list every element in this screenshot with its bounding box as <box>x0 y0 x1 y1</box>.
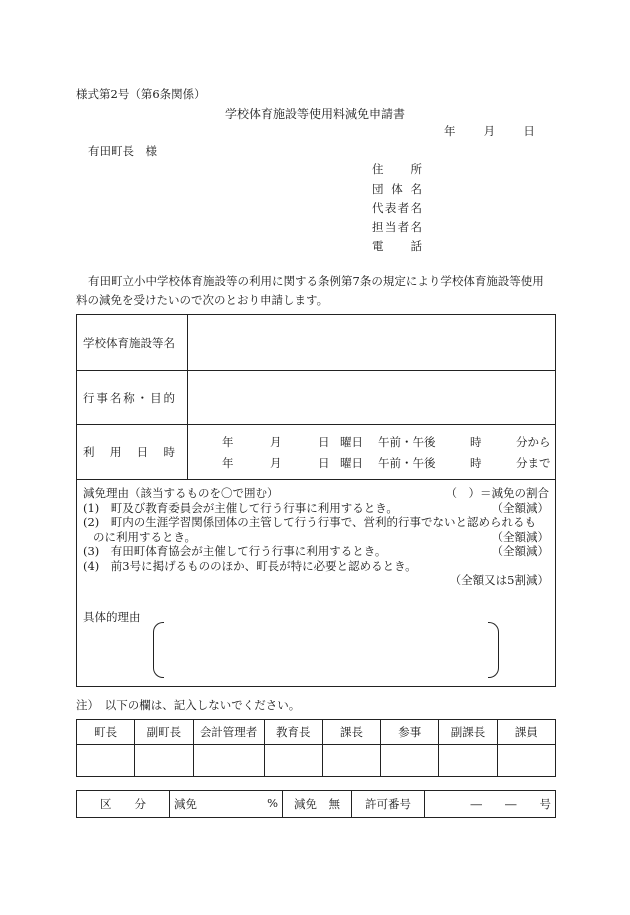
reason-row <box>77 480 556 687</box>
reason-item-3[interactable] <box>83 544 549 559</box>
no-reduction-cell[interactable]: 減免 無 <box>283 791 352 818</box>
addressee: 有田町長 様 <box>88 144 157 158</box>
category-label: 区 分 <box>77 791 170 818</box>
reason-cell <box>77 480 556 687</box>
reduction-percent-cell[interactable] <box>170 791 283 818</box>
usage-end-row <box>222 452 555 473</box>
classification-row <box>77 791 556 818</box>
permit-number[interactable]: ― ― 号 <box>425 791 556 818</box>
reason-item-2-cont <box>83 530 549 545</box>
specific-reason-area[interactable] <box>83 610 549 678</box>
usage-start-hour: 時 <box>470 434 482 449</box>
date-line <box>444 123 535 139</box>
event-input[interactable] <box>188 371 556 425</box>
approval-table <box>76 719 556 777</box>
date-year: 年 <box>444 124 456 138</box>
reason-item-1-ratio: （全額減） <box>491 500 549 515</box>
usage-start-ampm: 午前・午後 <box>378 434 436 449</box>
reason-item-1[interactable] <box>83 501 549 516</box>
approval-stamp-row <box>77 745 556 777</box>
usage-end-month: 月 <box>270 455 282 470</box>
reason-item-1-text: (1) 町及び教育委員会が主催して行う行事に利用するとき。 <box>83 500 398 515</box>
usage-end-ampm: 午前・午後 <box>378 455 436 470</box>
applicant-group-label: 団体名 <box>372 182 422 196</box>
event-label-cell <box>77 371 188 425</box>
approval-header-deputy-chief: 副課長 <box>439 720 497 745</box>
approval-header-section-chief: 課長 <box>322 720 380 745</box>
application-table <box>76 314 556 687</box>
usage-row <box>77 425 556 480</box>
stamp-cell[interactable] <box>193 745 264 777</box>
usage-input[interactable] <box>188 425 556 480</box>
reason-item-4-ratio: （全額又は5割減） <box>449 573 549 587</box>
date-month: 月 <box>483 124 496 138</box>
usage-start-month: 月 <box>270 434 282 449</box>
event-row <box>77 371 556 425</box>
usage-start-row <box>222 431 555 452</box>
reason-item-4-text: (4) 前3号に掲げるもののほか、町長が特に必要と認めるとき。 <box>83 558 417 573</box>
reason-item-4[interactable] <box>83 559 549 574</box>
usage-label: 利用日時 <box>83 445 175 459</box>
approval-header-row <box>77 720 556 745</box>
reason-item-2[interactable] <box>83 515 549 530</box>
reason-item-2-cont-text: のに利用するとき。 <box>93 529 197 544</box>
date-day: 日 <box>523 124 535 138</box>
usage-end-weekday: 曜日 <box>340 455 363 470</box>
facility-input[interactable] <box>188 315 556 371</box>
stamp-cell[interactable] <box>381 745 439 777</box>
usage-start-minute: 分から <box>516 434 551 449</box>
stamp-cell[interactable] <box>439 745 497 777</box>
left-bracket <box>153 622 164 678</box>
facility-label-cell <box>77 315 188 371</box>
usage-label-cell <box>77 425 188 480</box>
facility-row <box>77 315 556 371</box>
facility-label: 学校体育施設等名 <box>83 335 175 350</box>
reason-item-2-text: (2) 町内の生涯学習関係団体の主管して行う行事で、営利的行事でないと認められるも <box>83 515 537 529</box>
approval-header-staff: 課員 <box>497 720 555 745</box>
usage-end-hour: 時 <box>470 455 482 470</box>
office-use-note: 注） 以下の欄は、記入しないでください。 <box>76 698 301 712</box>
stamp-cell[interactable] <box>322 745 380 777</box>
reason-item-3-ratio: （全額減） <box>491 544 549 558</box>
applicant-phone-label: 電 話 <box>372 239 422 253</box>
usage-start-year: 年 <box>222 434 234 449</box>
usage-end-day: 日 <box>318 455 330 470</box>
percent-sign: % <box>267 796 278 810</box>
document-title: 学校体育施設等使用料減免申請書 <box>224 107 405 121</box>
approval-header-accounting: 会計管理者 <box>193 720 264 745</box>
usage-end-year: 年 <box>222 455 234 470</box>
reason-item-3-text: (3) 有田町体育協会が主催して行う行事に利用するとき。 <box>83 544 387 558</box>
approval-header-deputy-mayor: 副町長 <box>135 720 193 745</box>
stamp-cell[interactable] <box>264 745 322 777</box>
usage-start-weekday: 曜日 <box>340 434 363 449</box>
approval-header-mayor: 町長 <box>77 720 135 745</box>
stamp-cell[interactable] <box>77 745 135 777</box>
approval-header-councilor: 参事 <box>381 720 439 745</box>
classification-table <box>76 790 556 818</box>
reason-item-2-ratio: （全額減） <box>491 529 549 544</box>
usage-end-minute: 分まで <box>516 455 551 470</box>
reason-ratio-note: （ ）＝減免の割合 <box>445 486 549 500</box>
applicant-address-label: 住 所 <box>372 162 422 176</box>
applicant-representative-label: 代表者名 <box>372 201 422 215</box>
event-label: 行事名称・目的 <box>83 390 175 405</box>
specific-reason-label: 具体的理由 <box>83 609 141 624</box>
usage-start-day: 日 <box>318 434 330 449</box>
stamp-cell[interactable] <box>497 745 555 777</box>
permit-label: 許可番号 <box>352 791 425 818</box>
reduction-label: 減免 <box>174 797 197 811</box>
reason-heading-line <box>83 486 549 501</box>
applicant-contact-label: 担当者名 <box>372 220 422 234</box>
form-number: 様式第2号（第6条関係） <box>76 87 206 101</box>
reason-item-4-ratio-line <box>83 573 549 588</box>
application-statement: 有田町立小中学校体育施設等の利用に関する条例第7条の規定により学校体育施設等使用料の減免を受けたいので次のとおり申請します。 <box>76 274 544 307</box>
stamp-cell[interactable] <box>135 745 193 777</box>
approval-header-superintendent: 教育長 <box>264 720 322 745</box>
right-bracket <box>488 622 499 678</box>
reason-heading: 減免理由（該当するものを〇で囲む） <box>83 486 279 500</box>
